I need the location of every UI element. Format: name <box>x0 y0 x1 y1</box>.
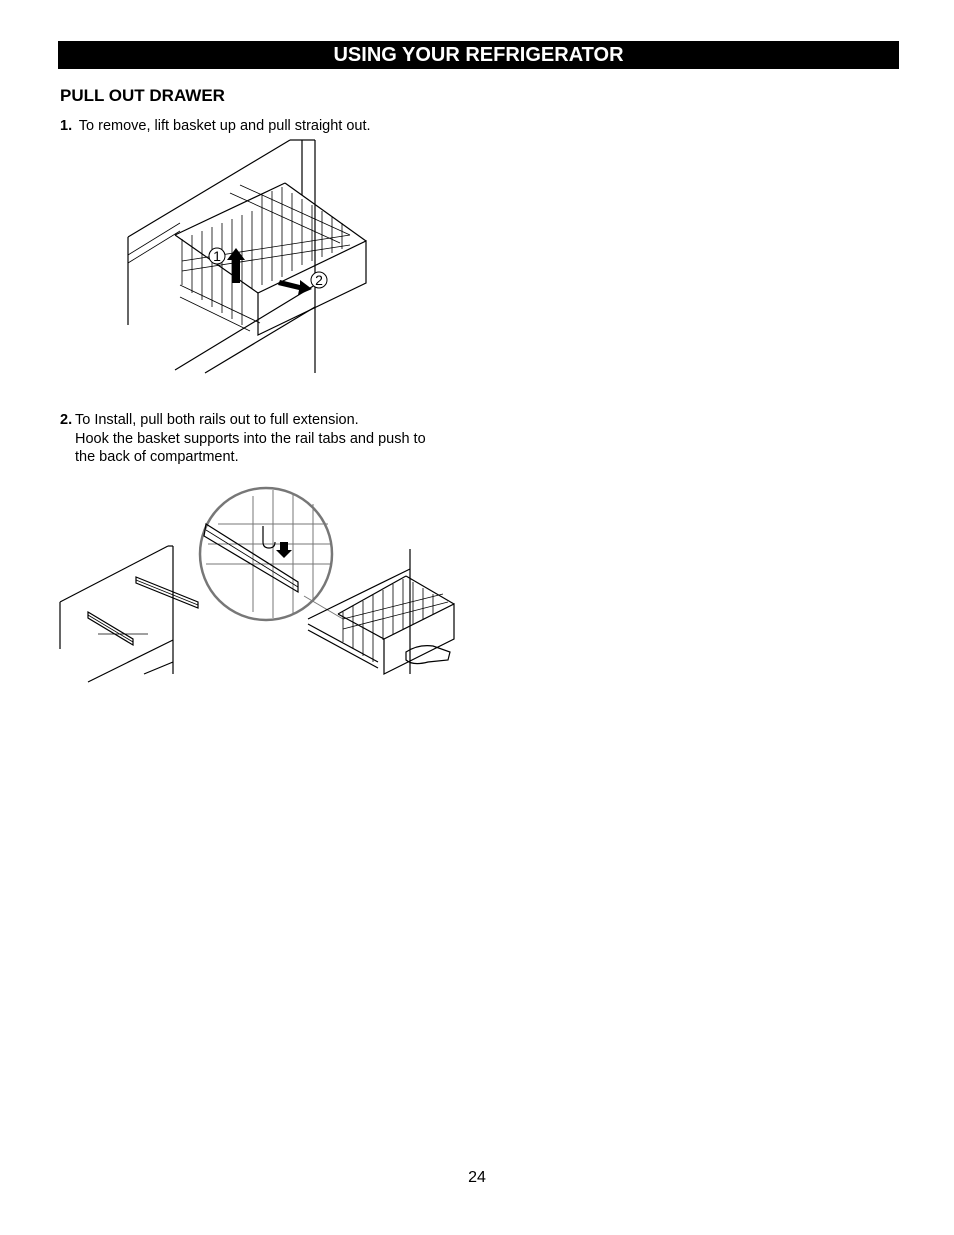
step-2-text-line-2: Hook the basket supports into the rail tabs and push to <box>75 430 426 447</box>
section-header-bar <box>58 41 899 69</box>
step-1 <box>60 117 480 136</box>
section-title: PULL OUT DRAWER <box>60 86 225 105</box>
step-2-text-line-1: To Install, pull both rails out to full extension. <box>75 412 359 428</box>
remove-basket-illustration <box>120 135 380 380</box>
header-title: USING YOUR REFRIGERATOR <box>333 44 624 66</box>
callout-1: 1 <box>213 248 221 264</box>
step-2 <box>60 411 480 467</box>
figure-remove-basket <box>120 135 380 380</box>
step-2-text-line-3: the back of compartment. <box>75 449 239 465</box>
step-2-number: 2. <box>60 412 73 428</box>
page-number: 24 <box>468 1169 486 1186</box>
callout-2: 2 <box>315 272 323 288</box>
install-basket-illustration <box>58 484 458 684</box>
step-1-text: To remove, lift basket up and pull straight out. <box>78 118 371 134</box>
step-1-number: 1. <box>60 118 73 134</box>
figure-install-basket <box>58 484 458 684</box>
